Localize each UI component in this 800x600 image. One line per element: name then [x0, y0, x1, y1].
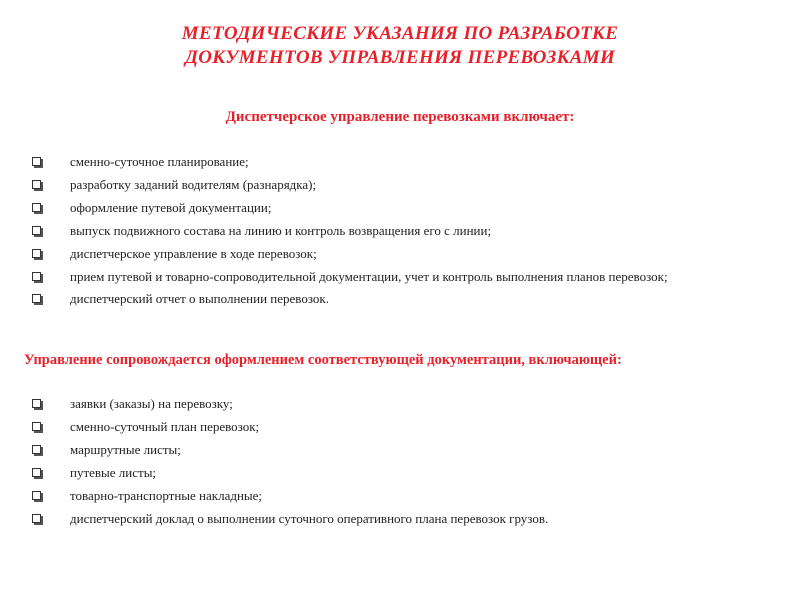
- list-item: путевые листы;: [32, 465, 772, 481]
- page-title: [0, 22, 800, 70]
- list-item: сменно-суточный план перевозок;: [32, 419, 772, 435]
- checkbox-bullet-icon: [32, 445, 41, 454]
- checkbox-bullet-icon: [32, 294, 41, 303]
- checkbox-bullet-icon: [32, 157, 41, 166]
- list-item: диспетчерский доклад о выполнении суточного оперативного плана перевозок грузов.: [32, 511, 772, 527]
- section1-heading: Диспетчерское управление перевозками включает:: [225, 109, 575, 125]
- checkbox-bullet-icon: [32, 249, 41, 258]
- list-item: разработку заданий водителям (разнарядка);: [32, 177, 772, 193]
- checkbox-bullet-icon: [32, 422, 41, 431]
- checkbox-bullet-icon: [32, 203, 41, 212]
- checkbox-bullet-icon: [32, 226, 41, 235]
- list-item: прием путевой и товарно-сопроводительной документации, учет и контроль выполнения планов перевозок;: [32, 269, 772, 285]
- list-item: диспетчерский отчет о выполнении перевозок.: [32, 291, 772, 307]
- checkbox-bullet-icon: [32, 491, 41, 500]
- checkbox-bullet-icon: [32, 399, 41, 408]
- list-item: оформление путевой документации;: [32, 200, 772, 216]
- section2-heading: Управление сопровождается оформлением соответствующей документации, включающей:: [24, 352, 622, 368]
- title-line-2: ДОКУМЕНТОВ УПРАВЛЕНИЯ ПЕРЕВОЗКАМИ: [184, 47, 616, 68]
- checkbox-bullet-icon: [32, 272, 41, 281]
- list-item: сменно-суточное планирование;: [32, 154, 772, 170]
- section2-list: [32, 396, 772, 534]
- list-item: диспетчерское управление в ходе перевозок;: [32, 246, 772, 262]
- list-item: выпуск подвижного состава на линию и контроль возвращения его с линии;: [32, 223, 772, 239]
- list-item: товарно-транспортные накладные;: [32, 488, 772, 504]
- list-item: заявки (заказы) на перевозку;: [32, 396, 772, 412]
- title-line-1: МЕТОДИЧЕСКИЕ УКАЗАНИЯ ПО РАЗРАБОТКЕ: [181, 23, 619, 44]
- list-item: маршрутные листы;: [32, 442, 772, 458]
- checkbox-bullet-icon: [32, 514, 41, 523]
- checkbox-bullet-icon: [32, 180, 41, 189]
- checkbox-bullet-icon: [32, 468, 41, 477]
- section1-list: [32, 154, 772, 314]
